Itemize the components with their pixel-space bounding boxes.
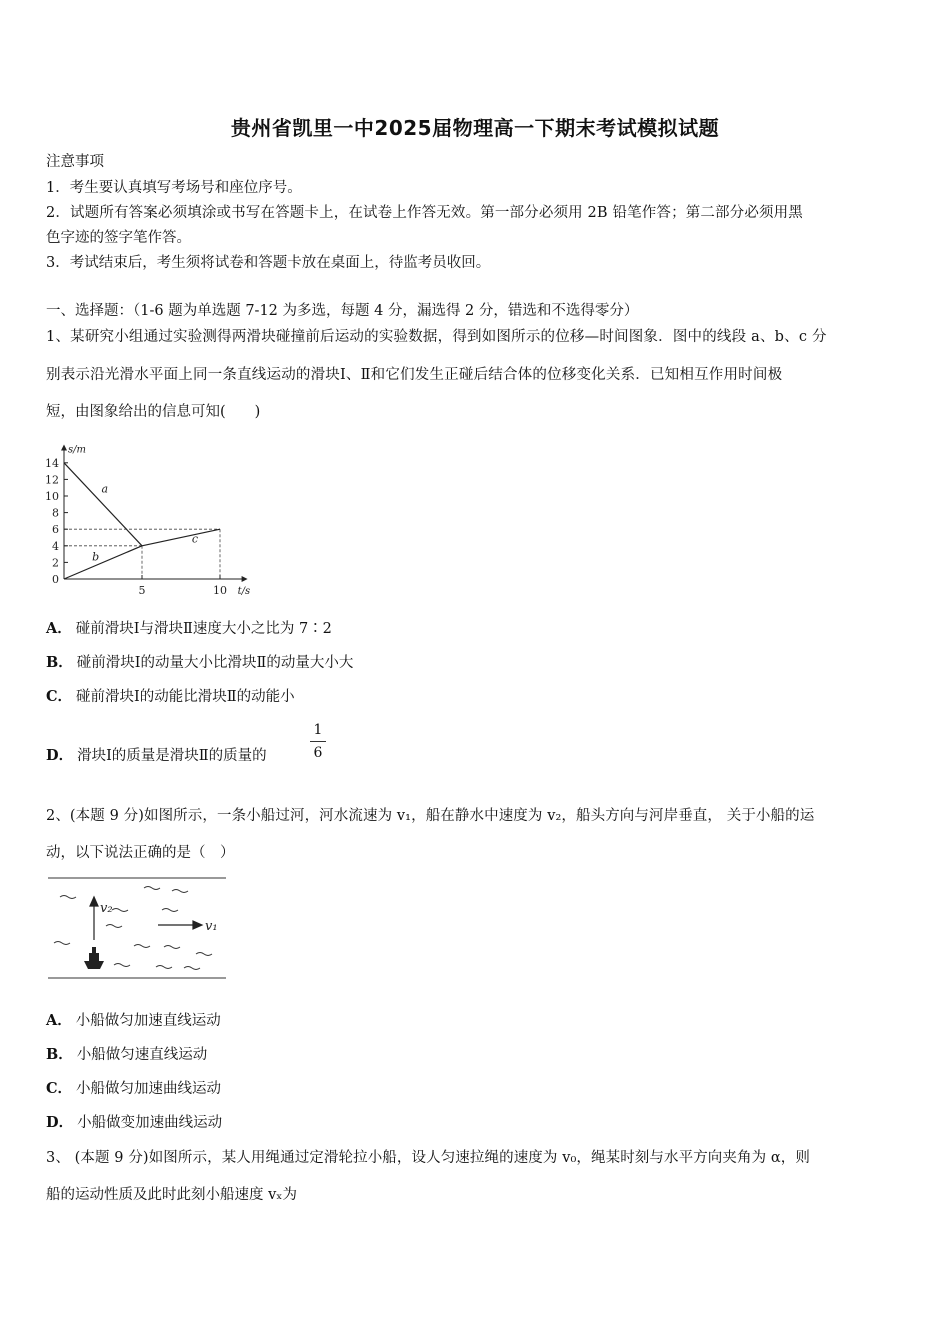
v2-arrow [90,897,98,940]
y-tick-label: 6 [52,523,59,537]
q2-option-b[interactable] [46,1045,906,1065]
fraction-numerator: 1 [313,722,323,738]
q2-option-d-label: D． [46,1114,74,1131]
page-title: 贵州省凯里一中2025届物理高一下期末考试模拟试题 [230,116,720,140]
x-axis-title: t/s [237,586,251,597]
series-label-b: b [92,550,100,564]
q2-option-a-text: 小船做匀加速直线运动 [75,1013,221,1029]
q1-option-d-text: 滑块Ⅰ的质量是滑块Ⅱ的质量的 [77,748,267,764]
x-tick-label: 10 [213,584,227,597]
q1-option-c-label: C． [46,688,73,705]
q2-stem-line-2: 动，以下说法正确的是（ ） [46,845,235,861]
y-tick-label: 12 [45,473,59,487]
boat-icon [84,947,104,969]
q1-option-a-label: A． [46,620,72,637]
q1-option-a[interactable] [46,619,906,639]
y-axis-arrow [61,445,67,451]
y-tick-label: 4 [52,539,59,553]
q1-option-d-fraction [310,721,326,762]
section-heading: 一、选择题：（1-6 题为单选题 7-12 为多选，每题 4 分，漏选得 2 分，错选和不选得零分） [46,303,639,319]
q2-option-c-text: 小船做匀加速曲线运动 [76,1081,222,1097]
q2-option-a[interactable] [46,1011,906,1031]
q2-option-b-text: 小船做匀速直线运动 [76,1047,208,1063]
water-waves [54,887,212,970]
q1-option-a-text: 碰前滑块Ⅰ与滑块Ⅱ速度大小之比为 7∶2 [75,621,332,637]
q2-option-c-label: C． [46,1080,73,1097]
y-axis-title: s/m [68,444,86,456]
notice-heading: 注意事项 [46,154,104,170]
q1-option-b[interactable] [46,653,906,673]
q1-option-c[interactable] [46,687,906,707]
q3-stem-line-2: 船的运动性质及此时此刻小船速度 vₓ为 [46,1187,297,1203]
y-tick-label: 0 [52,573,59,586]
q3-stem-line-1: 3、 (本题 9 分)如图所示，某人用绳通过定滑轮拉小船，设人匀速拉绳的速度为 v₀，绳某时刻与水平方向夹角为 α，则 [46,1150,811,1166]
v1-label: v₁ [205,919,218,934]
q1-option-d[interactable] [46,746,906,766]
q1-option-b-text: 碰前滑块Ⅰ的动量大小比滑块Ⅱ的动量大小大 [76,655,354,671]
notice-item-2-cont: 色字迹的签字笔作答。 [46,230,191,246]
q1-option-b-label: B． [46,654,73,671]
notice-item-3: 3．考试结束后，考生须将试卷和答题卡放在桌面上，待监考员收回。 [46,255,491,271]
x-axis-arrow [242,576,248,582]
y-tick-label: 2 [52,556,59,570]
y-tick-label: 8 [52,506,59,520]
series-label-c: c [191,532,199,546]
q2-river-boat-figure [44,870,230,986]
q1-stem-line-2: 别表示沿光滑水平面上同一条直线运动的滑块Ⅰ、Ⅱ和它们发生正碰后结合体的位移变化关系．已知相互作用时间极 [46,367,783,383]
y-tick-label: 10 [45,490,59,503]
fraction-bar [310,741,326,742]
q2-option-c[interactable] [46,1079,906,1099]
notice-item-2: 2．试题所有答案必须填涂或书写在答题卡上，在试卷上作答无效。第一部分必须用 2B 铅笔作答；第二部分必须用黑 [46,205,803,221]
fraction-denominator: 6 [313,745,323,761]
q1-option-d-label: D． [46,747,74,764]
q1-option-c-text: 碰前滑块Ⅰ的动能比滑块Ⅱ的动能小 [76,689,295,705]
q2-option-d[interactable] [46,1113,906,1133]
q2-option-d-text: 小船做变加速曲线运动 [77,1115,223,1131]
series-line-c [142,529,220,546]
v2-label: v₂ [100,901,113,916]
series-line-b [64,546,142,579]
q2-stem-line-1: 2、(本题 9 分)如图所示，一条小船过河，河水流速为 v₁，船在静水中速度为 v₂，船头方向与河岸垂直， 关于小船的运 [46,808,815,824]
notice-item-1: 1．考生要认真填写考场号和座位序号。 [46,180,302,196]
series-line-a [64,463,142,546]
y-tick-label: 14 [45,456,59,470]
x-tick-label: 5 [138,584,146,597]
q1-displacement-time-chart [40,432,270,602]
q1-stem-line-3: 短，由图象给出的信息可知( ) [46,404,261,420]
q2-option-a-label: A． [46,1012,72,1029]
q1-stem-line-1: 1、某研究小组通过实验测得两滑块碰撞前后运动的实验数据，得到如图所示的位移—时间图象．图中的线段 a、b、c 分 [46,329,827,345]
series-label-a: a [101,482,109,496]
q2-option-b-label: B． [46,1046,73,1063]
v1-arrow [158,921,202,929]
